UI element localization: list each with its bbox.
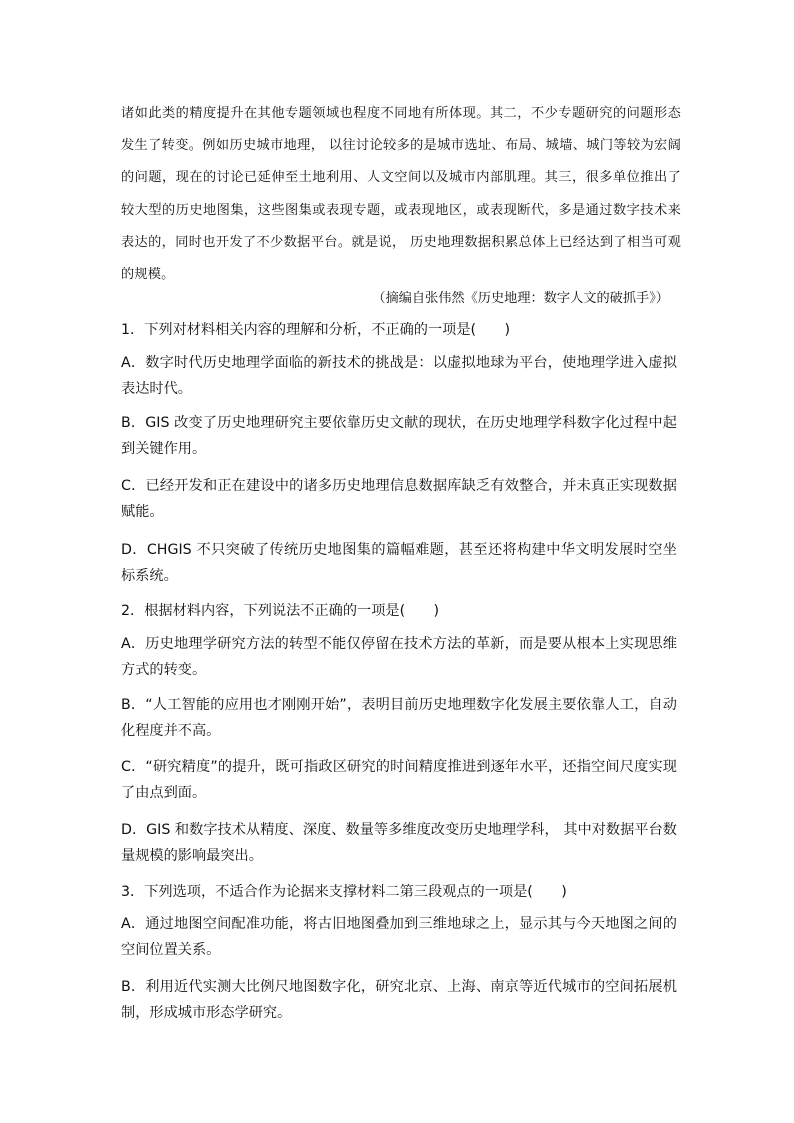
question-3-stem: 3．下列选项，不适合作为论据来支撑材料二第三段观点的一项是( ) xyxy=(121,884,567,900)
question-1-option-d: D．CHGIS 不只突破了传统历史地图集的篇幅难题，甚至还将构建中华文明发展时空坐标系统。 xyxy=(121,542,677,584)
question-2-option-d: D．GIS 和数字技术从精度、深度、数量等多维度改变历史地理学科， 其中对数据平台数量规模的影响最突出。 xyxy=(121,822,677,864)
question-2-option-a: A．历史地理学研究方法的转型不能仅停留在技术方法的革新，而是要从根本上实现思维方式的转变。 xyxy=(121,636,677,678)
passage-source-citation: （摘编自张伟然《历史地理：数字人文的破抓手》） xyxy=(372,291,669,306)
question-1-option-b: B．GIS 改变了历史地理研究主要依靠历史文献的现状，在历史地理学科数字化过程中起到关键作用。 xyxy=(121,415,677,457)
question-1-stem: 1．下列对材料相关内容的理解和分析，不正确的一项是( ) xyxy=(121,322,510,338)
question-2-option-b: B．“人工智能的应用也才刚刚开始”，表明目前历史地理数字化发展主要依靠人工，自动化程度并不高。 xyxy=(121,697,677,739)
passage-paragraph: 诸如此类的精度提升在其他专题领域也程度不同地有所体现。其二，不少专题研究的问题形态发生了转变。例如历史城市地理， 以往讨论较多的是城市选址、布局、城墙、城门等较为宏阔的问题，现在的讨论已延伸至土地利用、人文空间以及城市内部肌理。其三，很多单位推出了较大型的历史地图集，这些图集或表现专题，或表现地区，或表现断代，多是通过数字技术来表达的，同时也开发了不少数据平台。就是说， 历史地理数据积累总体上已经达到了相当可观的规模。 xyxy=(121,106,681,283)
question-2-stem: 2．根据材料内容，下列说法不正确的一项是( ) xyxy=(121,603,440,619)
question-3-option-a: A．通过地图空间配准功能，将古旧地图叠加到三维地球之上，显示其与今天地图之间的空间位置关系。 xyxy=(121,916,677,958)
question-1-option-a: A．数字时代历史地理学面临的新技术的挑战是：以虚拟地球为平台，使地理学进入虚拟表达时代。 xyxy=(121,355,677,397)
passage-excerpt xyxy=(121,98,681,291)
question-2-option-c: C．“研究精度”的提升，既可指政区研究的时间精度推进到逐年水平，还指空间尺度实现了由点到面。 xyxy=(121,759,677,801)
question-1-option-c: C．已经开发和正在建设中的诸多历史地理信息数据库缺乏有效整合，并未真正实现数据赋能。 xyxy=(121,478,677,520)
question-3-option-b: B．利用近代实测大比例尺地图数字化，研究北京、上海、南京等近代城市的空间拓展机制，形成城市形态学研究。 xyxy=(121,979,677,1021)
